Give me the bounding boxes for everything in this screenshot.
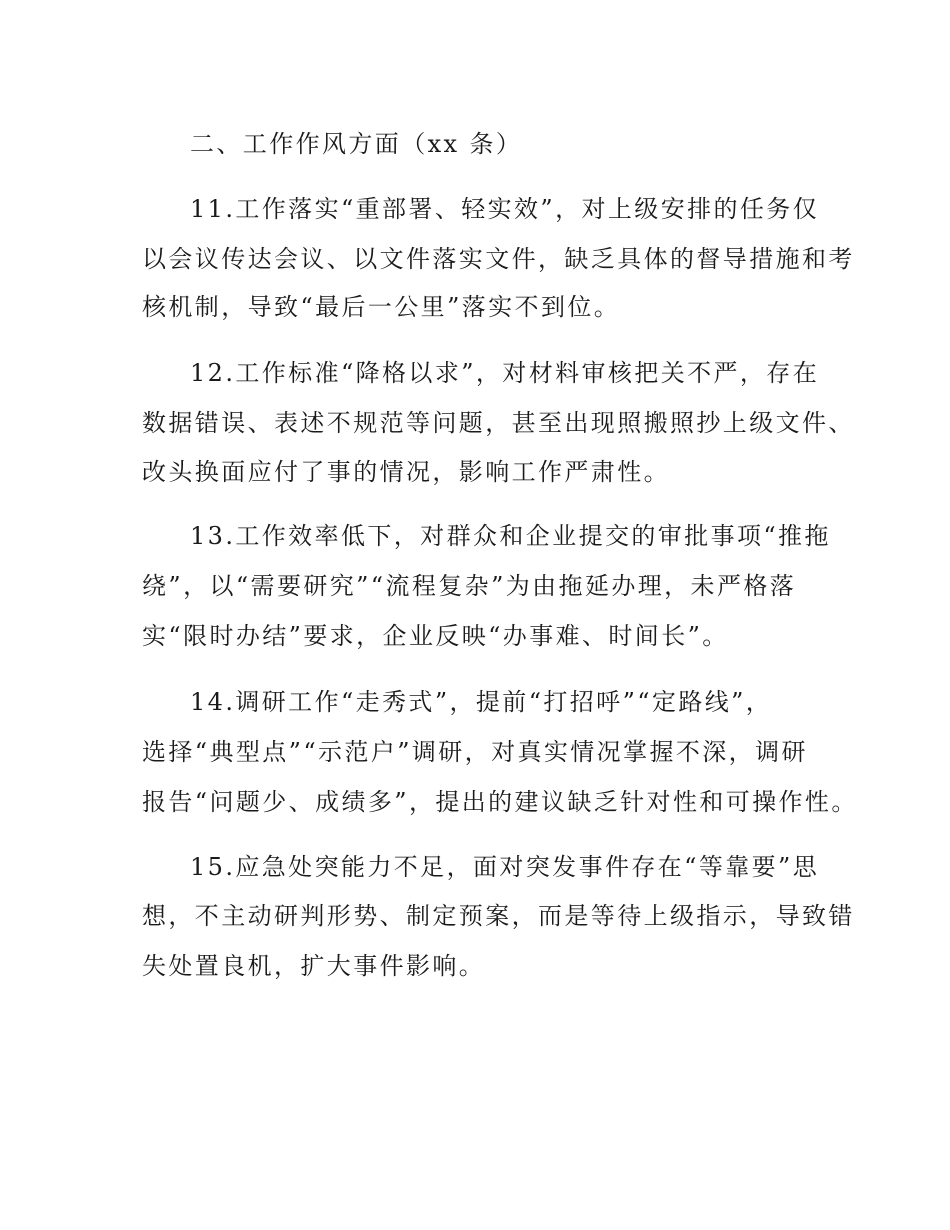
item-11-line-2: 以会议传达会议、以文件落实文件，缺乏具体的督导措施和考 <box>142 245 855 273</box>
item-14-line-3: 报告“问题少、成绩多”，提出的建议缺乏针对性和可操作性。 <box>142 788 858 816</box>
item-12-line-1: 12.工作标准“降格以求”，对材料审核把关不严，存在 <box>190 359 820 387</box>
item-15-line-3: 失处置良机，扩大事件影响。 <box>142 952 486 980</box>
item-11-line-1: 11.工作落实“重部署、轻实效”，对上级安排的任务仅 <box>190 195 820 223</box>
item-14-line-1: 14.调研工作“走秀式”，提前“打招呼”“定路线”， <box>190 688 773 716</box>
item-12-line-3: 改头换面应付了事的情况，影响工作严肃性。 <box>142 458 670 486</box>
section-heading: 二、工作作风方面（xx 条） <box>190 130 523 158</box>
item-13-line-3: 实“限时办结”要求，企业反映“办事难、时间长”。 <box>142 622 729 650</box>
item-11-line-3: 核机制，导致“最后一公里”落实不到位。 <box>142 293 621 321</box>
item-15-line-1: 15.应急处突能力不足，面对突发事件存在“等靠要”思 <box>190 853 820 881</box>
item-12-line-2: 数据错误、表述不规范等问题，甚至出现照搬照抄上级文件、 <box>142 409 855 437</box>
item-13-line-1: 13.工作效率低下，对群众和企业提交的审批事项“推拖 <box>190 522 831 550</box>
item-14-line-2: 选择“典型点”“示范户”调研，对真实情况掌握不深，调研 <box>142 738 808 766</box>
item-15-line-2: 想，不主动研判形势、制定预案，而是等待上级指示，导致错 <box>142 902 855 930</box>
item-13-line-2: 绕”，以“需要研究”“流程复杂”为由拖延办理，未严格落 <box>142 572 797 600</box>
